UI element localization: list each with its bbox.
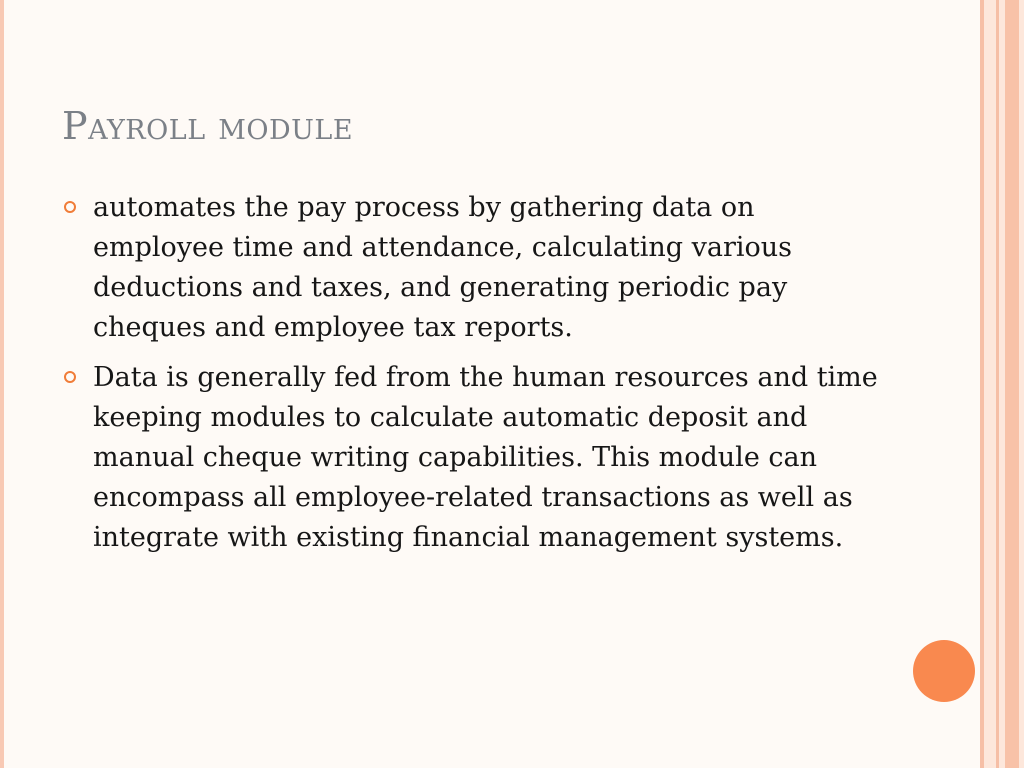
stripe: [984, 0, 996, 768]
stripe: [1019, 0, 1024, 768]
bullet-text: automates the pay process by gathering data on employee time and attendance, calculating various deductions and taxes, and generating periodic pay cheques and employee tax reports.: [93, 192, 792, 343]
bullet-list: [62, 188, 882, 568]
right-stripe-decoration: [980, 0, 1024, 768]
bullet-item: [62, 358, 882, 558]
orange-circle-decoration-icon: [913, 640, 975, 702]
bullet-circle-icon: [64, 201, 76, 213]
left-border-decoration: [0, 0, 4, 768]
bullet-circle-icon: [64, 371, 76, 383]
bullet-item: [62, 188, 882, 348]
bullet-text: Data is generally fed from the human resources and time keeping modules to calculate automatic deposit and manual cheque writing capabilities. This module can encompass all employee-related transactions as well as integrate with existing financial management systems.: [93, 362, 878, 553]
stripe: [1005, 0, 1019, 768]
slide-title: Payroll module: [62, 104, 354, 148]
